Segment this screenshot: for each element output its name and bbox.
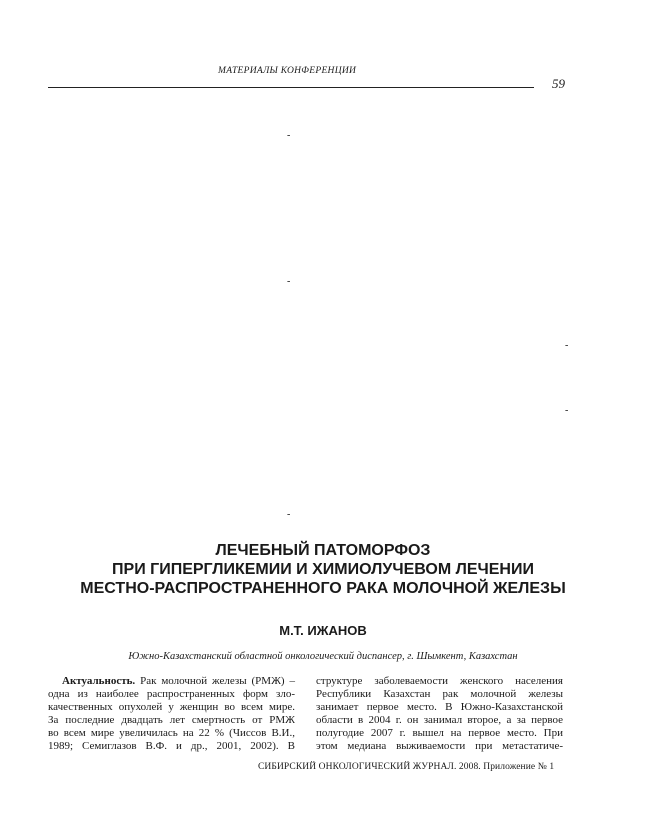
stray-mark: - — [287, 130, 291, 141]
stray-mark: - — [565, 405, 569, 416]
title-line: МЕСТНО-РАСПРОСТРАНЕННОГО РАКА МОЛОЧНОЙ ЖЕЛЕЗЫ — [80, 580, 566, 597]
text-line: области в 2004 г. он занимал второе, а за первое — [316, 714, 563, 726]
author: М.Т. ИЖАНОВ — [279, 623, 367, 638]
title-line: ЛЕЧЕБНЫЙ ПАТОМОРФОЗ — [215, 542, 431, 559]
affiliation: Южно-Казахстанский областной онкологический диспансер, г. Шымкент, Казахстан — [128, 651, 518, 662]
left-column — [48, 675, 295, 753]
stray-mark: - — [565, 340, 569, 351]
text-line: За последние двадцать лет смертность от РМЖ — [48, 714, 295, 726]
title-line: ПРИ ГИПЕРГЛИКЕМИИ И ХИМИОЛУЧЕВОМ ЛЕЧЕНИИ — [112, 561, 534, 578]
text-line: структуре заболеваемости женского населения — [316, 675, 563, 687]
running-head: МАТЕРИАЛЫ КОНФЕРЕНЦИИ — [218, 66, 357, 76]
journal-footer: СИБИРСКИЙ ОНКОЛОГИЧЕСКИЙ ЖУРНАЛ. 2008. Приложение № 1 — [258, 762, 555, 772]
right-column — [316, 675, 563, 753]
stray-mark: - — [287, 509, 291, 520]
text-line-content: Рак молочной железы (РМЖ) – — [140, 675, 295, 687]
text-line — [48, 675, 295, 688]
text-line: полугодие 2007 г. вышел на первое место. При — [316, 727, 563, 739]
stray-mark: - — [287, 276, 291, 287]
text-line: качественных опухолей у женщин во всем мире. — [48, 701, 295, 713]
text-line: во всем мире увеличилась на 22 % (Чиссов В.И., — [48, 727, 295, 739]
header-rule — [48, 87, 534, 88]
text-line: одна из наиболее распространенных форм зло- — [48, 688, 295, 700]
page-number: 59 — [552, 76, 565, 91]
article-title — [40, 541, 606, 598]
text-line: занимает первое место. В Южно-Казахстанской — [316, 701, 563, 713]
text-line: этом медиана выживаемости при метастатиче- — [316, 740, 563, 752]
text-line: Республики Казахстан рак молочной железы — [316, 688, 563, 700]
lead-label: Актуальность. — [62, 675, 136, 687]
text-line: 1989; Семиглазов В.Ф. и др., 2001, 2002). В — [48, 740, 295, 752]
